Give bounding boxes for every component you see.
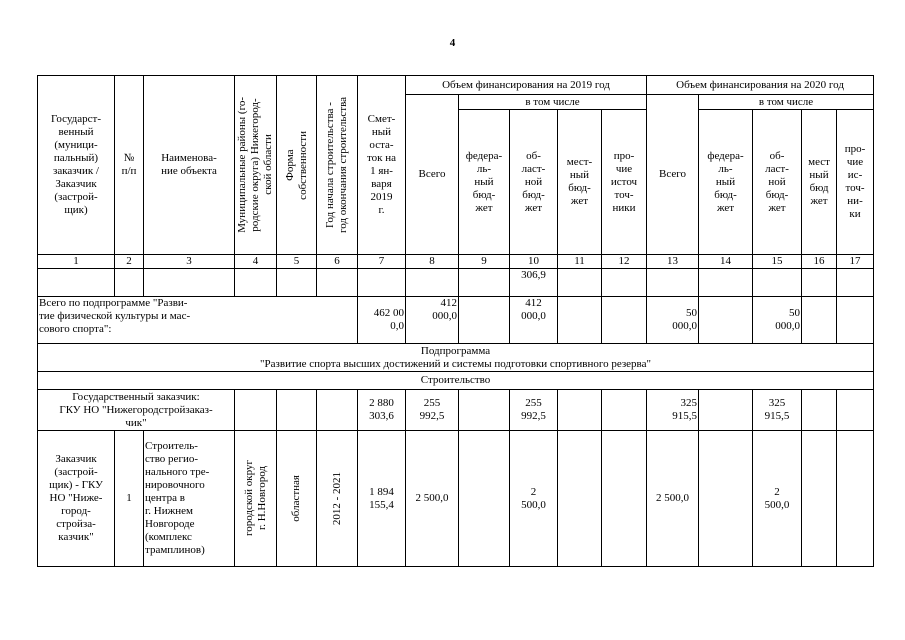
header-fin-2020: Объем финансирования на 2020 год bbox=[647, 76, 874, 95]
state-customer-total-2019: 255 992,5 bbox=[406, 390, 459, 431]
financing-table bbox=[37, 75, 874, 567]
subtotal-total-2019: 412 000,0 bbox=[406, 297, 459, 344]
col-num: 1 bbox=[38, 255, 115, 269]
header-ownership: Форма собственности bbox=[277, 76, 317, 255]
object-regional-2019: 2 500,0 bbox=[510, 431, 558, 567]
subtotal-regional-2020: 50 000,0 bbox=[753, 297, 802, 344]
header-including-2019: в том числе bbox=[459, 95, 647, 110]
state-customer-regional-2019: 255 992,5 bbox=[510, 390, 558, 431]
col-num: 6 bbox=[317, 255, 358, 269]
state-customer-label: Государственный заказчик: ГКУ НО "Нижегородстройзаказ- чик" bbox=[38, 390, 235, 431]
state-customer-estimate: 2 880 303,6 bbox=[358, 390, 406, 431]
col-num: 7 bbox=[358, 255, 406, 269]
header-district: Муниципальные районы (го- родские округа) Нижегород- ской области bbox=[235, 76, 277, 255]
header-federal-2020: федера- ль- ный бюд- жет bbox=[699, 110, 753, 255]
carry-regional: 306,9 bbox=[510, 269, 558, 297]
header-regional-2019: об- ласт- ной бюд- жет bbox=[510, 110, 558, 255]
state-customer-row bbox=[38, 390, 874, 431]
col-num: 17 bbox=[837, 255, 874, 269]
subtotal-regional-2019: 412 000,0 bbox=[510, 297, 558, 344]
header-fin-2019: Объем финансирования на 2019 год bbox=[406, 76, 647, 95]
object-ownership: областная bbox=[277, 431, 317, 567]
carry-row bbox=[38, 269, 874, 297]
construction-heading: Строительство bbox=[38, 372, 874, 390]
col-num: 16 bbox=[802, 255, 837, 269]
header-total-2020: Всего bbox=[647, 95, 699, 255]
object-district: городской округ г. Н.Новгород bbox=[235, 431, 277, 567]
header-local-2019: мест- ный бюд- жет bbox=[558, 110, 602, 255]
object-total-2019: 2 500,0 bbox=[406, 431, 459, 567]
col-num: 10 bbox=[510, 255, 558, 269]
header-other-2019: про- чие источ точ- ники bbox=[602, 110, 647, 255]
header-other-2020: про- чие ис- точ- ни- ки bbox=[837, 110, 874, 255]
col-num: 13 bbox=[647, 255, 699, 269]
object-years: 2012 - 2021 bbox=[317, 431, 358, 567]
object-total-2020: 2 500,0 bbox=[647, 431, 699, 567]
state-customer-total-2020: 325 915,5 bbox=[647, 390, 699, 431]
state-customer-regional-2020: 325 915,5 bbox=[753, 390, 802, 431]
subtotal-label: Всего по подпрограмме "Разви- тие физической культуры и мас- сового спорта": bbox=[38, 297, 358, 344]
col-num: 3 bbox=[144, 255, 235, 269]
header-total-2019: Всего bbox=[406, 95, 459, 255]
header-years: Год начала строительства - год окончания строительства bbox=[317, 76, 358, 255]
col-num: 2 bbox=[115, 255, 144, 269]
page-number: 4 bbox=[449, 37, 456, 49]
col-num: 12 bbox=[602, 255, 647, 269]
header-including-2020: в том числе bbox=[699, 95, 874, 110]
object-row bbox=[38, 431, 874, 567]
header-federal-2019: федера- ль- ный бюд- жет bbox=[459, 110, 510, 255]
column-numbers-row bbox=[38, 255, 874, 269]
object-estimate: 1 894 155,4 bbox=[358, 431, 406, 567]
header-regional-2020: об- ласт- ной бюд- жет bbox=[753, 110, 802, 255]
header-estimate-balance: Смет- ный оста- ток на 1 ян- варя 2019 г. bbox=[358, 76, 406, 255]
col-num: 4 bbox=[235, 255, 277, 269]
header-num: № п/п bbox=[115, 76, 144, 255]
object-customer: Заказчик (застрой- щик) - ГКУ НО "Ниже- город- стройза- казчик" bbox=[38, 431, 115, 567]
col-num: 5 bbox=[277, 255, 317, 269]
subprogram-title: Подпрограмма "Развитие спорта высших достижений и системы подготовки спортивного резерва" bbox=[38, 344, 874, 372]
col-num: 11 bbox=[558, 255, 602, 269]
subtotal-total-2020: 50 000,0 bbox=[647, 297, 699, 344]
col-num: 9 bbox=[459, 255, 510, 269]
col-num: 15 bbox=[753, 255, 802, 269]
object-name: Строитель- ство регио- нального тре- нировочного центра в г. Нижнем Новгороде (комплекс трамплинов) bbox=[144, 431, 235, 567]
header-customer: Государст- венный (муници- пальный) заказчик / Заказчик (застрой- щик) bbox=[38, 76, 115, 255]
object-regional-2020: 2 500,0 bbox=[753, 431, 802, 567]
object-num: 1 bbox=[115, 431, 144, 567]
col-num: 14 bbox=[699, 255, 753, 269]
subtotal-row bbox=[38, 297, 874, 344]
subtotal-estimate: 462 00 0,0 bbox=[358, 297, 406, 344]
header-object-name: Наименова- ние объекта bbox=[144, 76, 235, 255]
col-num: 8 bbox=[406, 255, 459, 269]
header-local-2020: мест ный бюд жет bbox=[802, 110, 837, 255]
